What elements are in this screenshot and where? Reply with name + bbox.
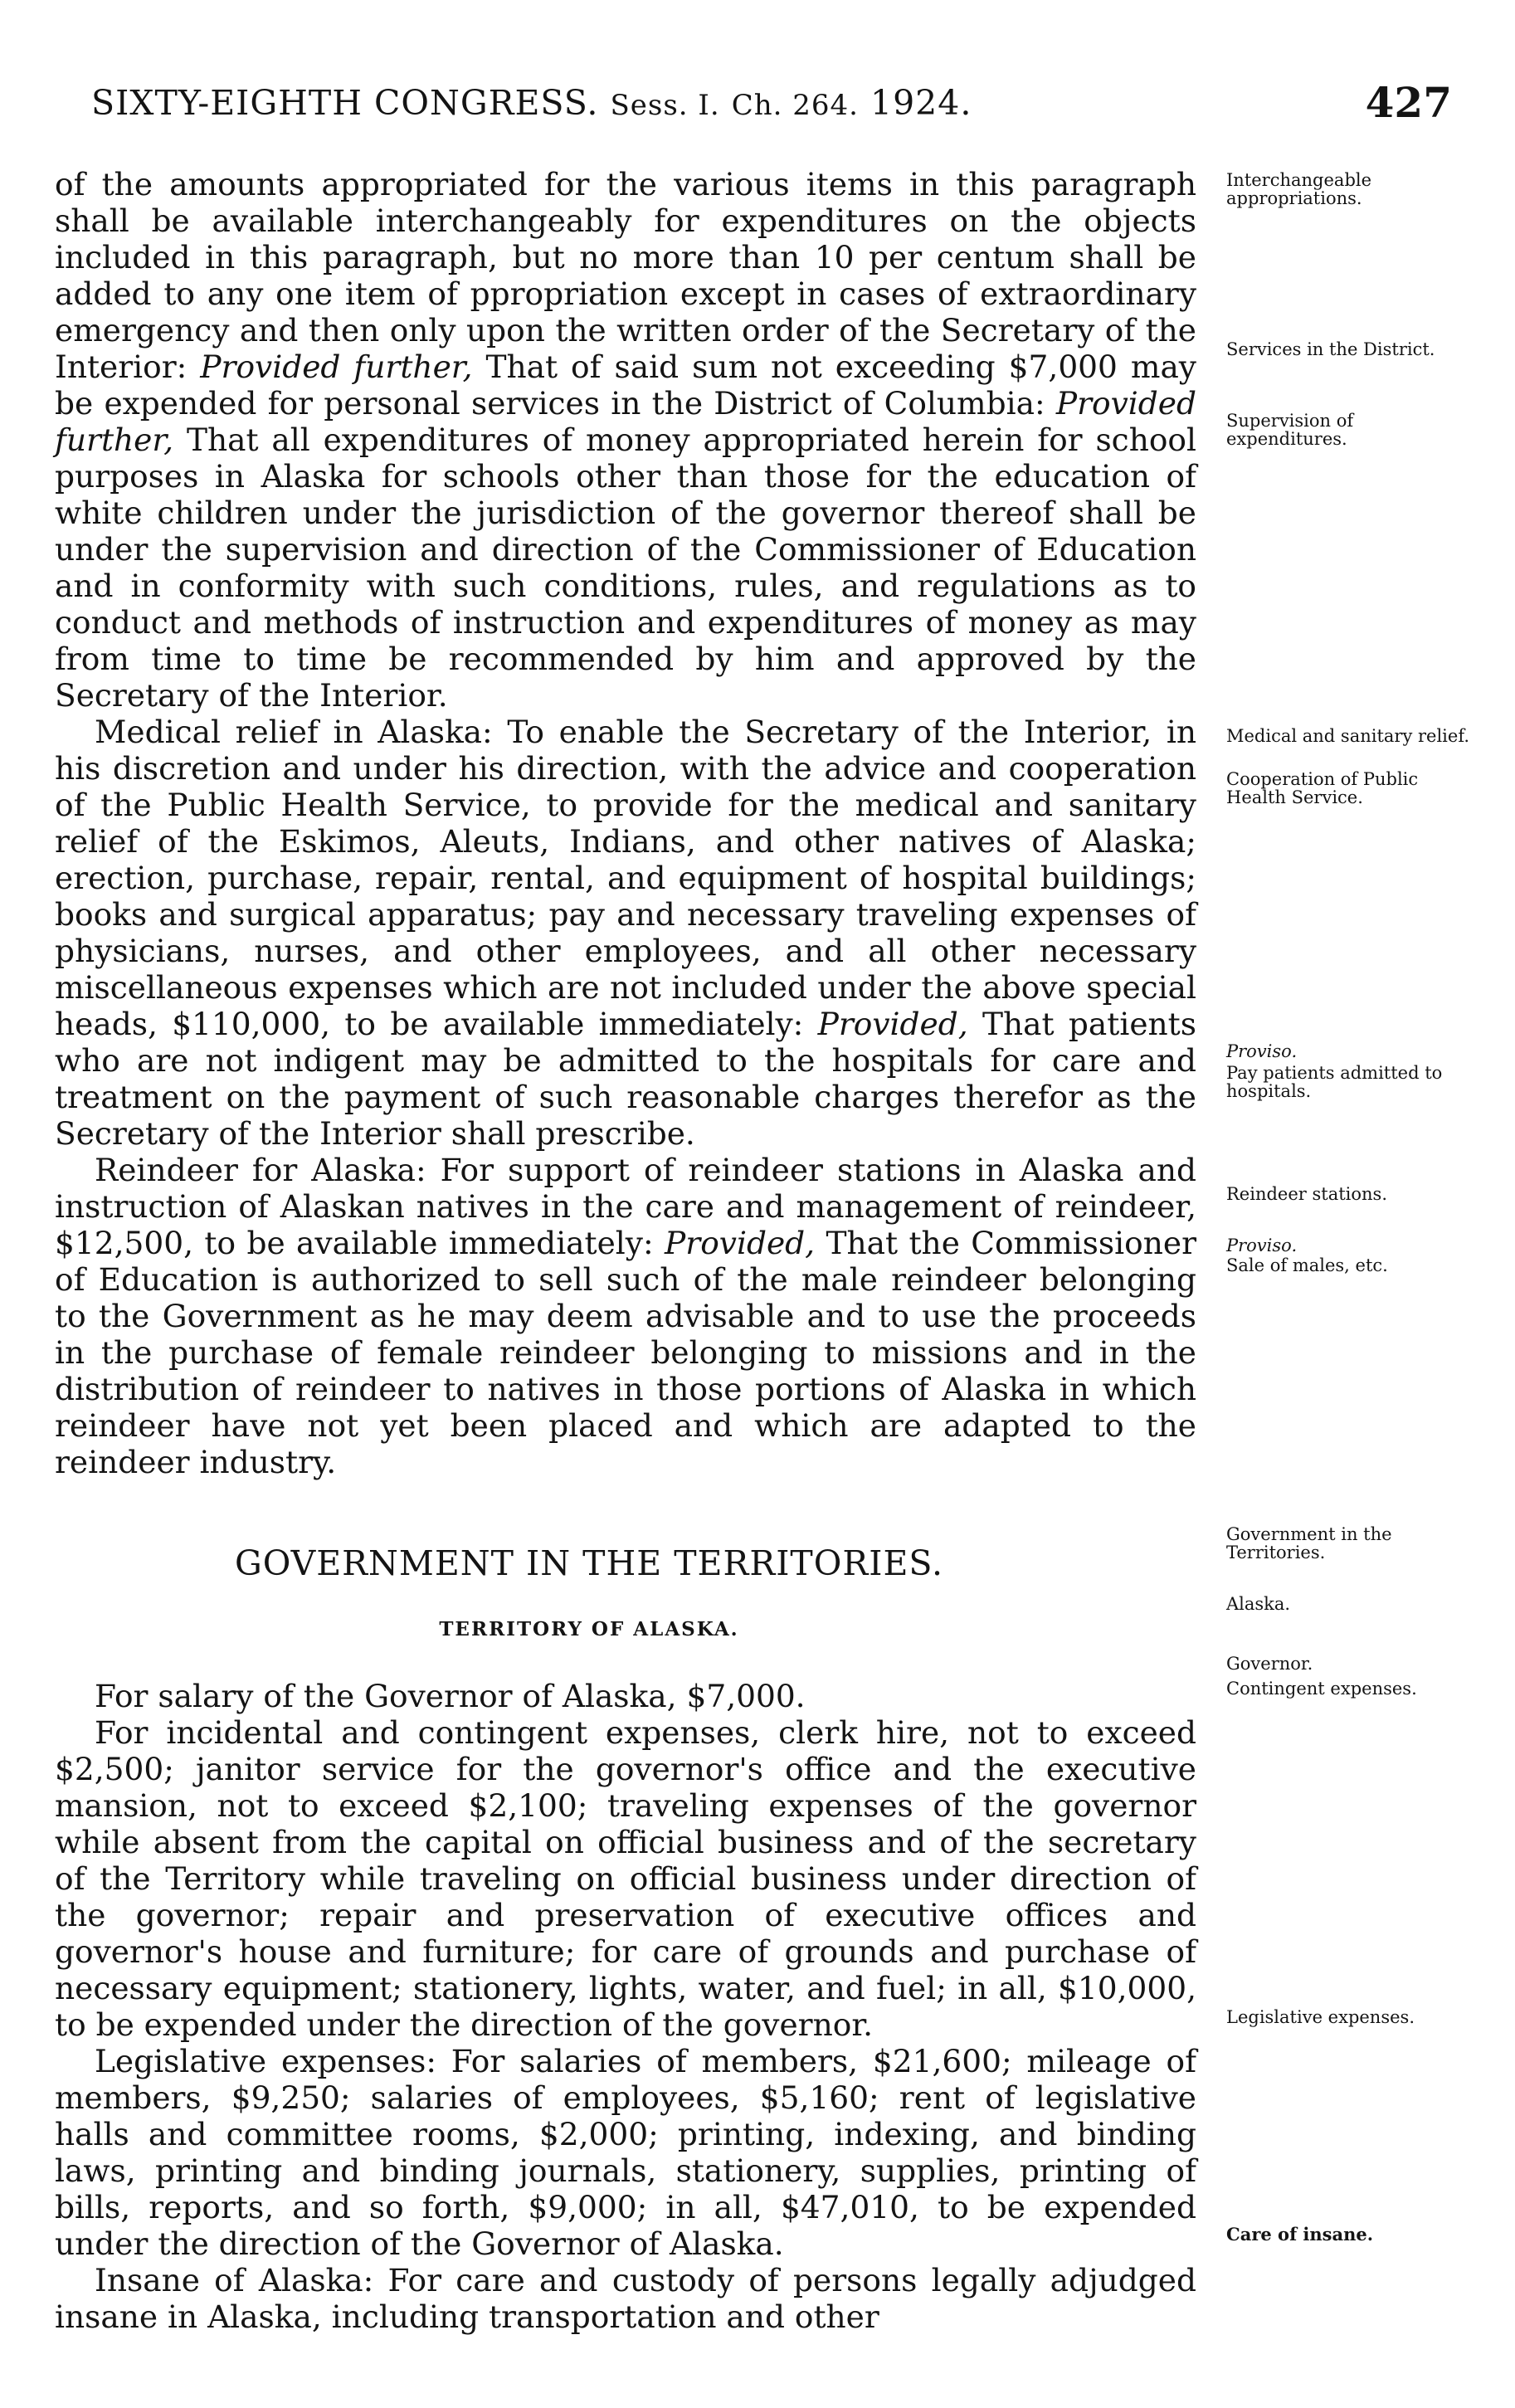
proviso-italic: Provided, xyxy=(665,1225,816,1261)
upper-text-block xyxy=(55,166,1196,1480)
sidenote: Care of insane. xyxy=(1226,2224,1374,2245)
paragraph-governor-salary: For salary of the Governor of Alaska, $7,000. xyxy=(95,1678,806,1714)
congress-label: SIXTY-EIGHTH CONGRESS. xyxy=(91,83,599,123)
sidenote: Legislative expenses. xyxy=(1226,2007,1415,2027)
text-run: of the amounts appropriated for the various items in this paragraph shall be available interchangeably for expenditures on the objects included in this paragraph, but no more than 10 per centum shall be added to any one item of ppropriation except in cases of extraordinary emergency and then only upon the written order of the Secretary of the Interior: xyxy=(55,166,1196,385)
sidenote: Governor. xyxy=(1226,1654,1313,1674)
text-run: Reindeer for Alaska: For support of reindeer stations in Alaska and instruction of Alaskan natives in the care and management of reindeer, $12,500, to be available immediately: xyxy=(55,1152,1196,1261)
paragraph-reindeer xyxy=(55,1152,1196,1480)
text-run: Medical relief in Alaska: To enable the Secretary of the Interior, in his discretion and under his direction, with the advice and cooperation of the Public Health Service, to provide for the medical and sanitary relief of the Eskimos, Aleuts, Indians, and other natives of Alaska; erection, purchase, repair, rental, and equipment of hospital buildings; books and surgical apparatus; pay and necessary traveling expenses of physicians, nurses, and other employees, and all other necessary miscellaneous expenses which are not included under the above special heads, $110,000, to be available immediately: xyxy=(55,714,1196,1042)
proviso-italic: Provided further, xyxy=(55,385,1196,458)
sidenote: Sale of males, etc. xyxy=(1226,1255,1388,1275)
proviso-italic: Provided further, xyxy=(200,349,473,385)
lower-text-block xyxy=(55,1678,1196,2335)
paragraph-medical-relief xyxy=(55,714,1196,1152)
paragraph-insane: Insane of Alaska: For care and custody of persons legally adjudged insane in Alaska, including transportation and other xyxy=(55,2262,1196,2335)
proviso-italic: Provided, xyxy=(817,1006,968,1042)
session-label: Sess. I. xyxy=(610,89,720,122)
text-run: That patients who are not indigent may be admitted to the hospitals for care and treatment on the payment of such reasonable charges therefor as the Secretary of the Interior shall prescribe. xyxy=(55,1006,1196,1152)
text-run: That of said sum not exceeding $7,000 may be expended for personal services in the District of Columbia: xyxy=(55,349,1196,422)
subsection-heading: TERRITORY OF ALASKA. xyxy=(439,1618,739,1640)
sidenote: Reindeer stations. xyxy=(1226,1184,1388,1204)
paragraph-interchangeable xyxy=(55,166,1196,714)
text-run: That all expenditures of money appropriated herein for school purposes in Alaska for schools other than those for the education of white children under the jurisdiction of the governor thereof shall be under the supervision and direction of the Commissioner of Education and in conformity with such conditions, rules, and regulations as to conduct and methods of instruction and expenditures of money as may from time to time be recommended by him and approved by the Secretary of the Interior. xyxy=(55,422,1196,714)
section-heading: GOVERNMENT IN THE TERRITORIES. xyxy=(234,1543,944,1583)
sidenote: Pay patients admitted to hospitals. xyxy=(1226,1063,1443,1101)
year-label: 1924. xyxy=(870,83,972,123)
running-head-title xyxy=(91,83,972,123)
paragraph-contingent-expenses: For incidental and contingent expenses, clerk hire, not to exceed $2,500; janitor service for the governor's office and the executive mansion, not to exceed $2,100; traveling expenses of the governor while absent from the capital on official business and of the secretary of the Territory while traveling on official business under direction of the governor; repair and preservation of executive offices and governor's house and furniture; for care of grounds and purchase of necessary equipment; stationery, lights, water, and fuel; in all, $10,000, to be expended under the direction of the governor. xyxy=(55,1714,1196,2043)
sidenote: Government in the Territories. xyxy=(1226,1524,1392,1562)
sidenote-proviso: Proviso. xyxy=(1226,1041,1298,1061)
sidenote: Contingent expenses. xyxy=(1226,1679,1417,1699)
running-head xyxy=(91,78,1452,141)
sidenote: Medical and sanitary relief. xyxy=(1226,726,1470,746)
sidenote: Services in the District. xyxy=(1226,339,1435,359)
sidenote: Supervision of expenditures. xyxy=(1226,411,1354,449)
sidenote: Interchangeable appropriations. xyxy=(1226,170,1372,208)
chapter-label: Ch. 264. xyxy=(731,89,859,122)
sidenote: Alaska. xyxy=(1226,1594,1291,1614)
sidenote: Cooperation of Public Health Service. xyxy=(1226,769,1419,807)
paragraph-legislative-expenses: Legislative expenses: For salaries of members, $21,600; mileage of members, $9,250; salaries of employees, $5,160; rent of legislative halls and committee rooms, $2,000; printing, indexing, and binding laws, printing and binding journals, stationery, supplies, printing of bills, reports, and so forth, $9,000; in all, $47,010, to be expended under the direction of the Governor of Alaska. xyxy=(55,2043,1196,2262)
sidenote-proviso: Proviso. xyxy=(1226,1236,1298,1255)
page-number: 427 xyxy=(1365,78,1452,127)
text-run: That the Commissioner of Education is authorized to sell such of the male reindeer belonging to the Government as he may deem advisable and to use the proceeds in the purchase of female reindeer belonging to missions and in the distribution of reindeer to natives in those portions of Alaska in which reindeer have not yet been placed and which are adapted to the reindeer industry. xyxy=(55,1225,1197,1480)
